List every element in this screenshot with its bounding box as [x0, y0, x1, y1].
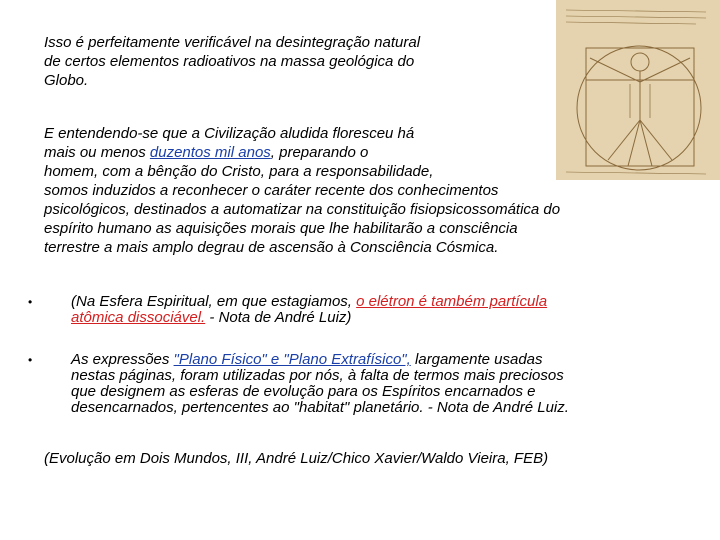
- bullet-icon: •: [28, 353, 33, 367]
- highlight-duzentos-mil-anos: duzentos mil anos: [149, 144, 271, 161]
- bullet-1-text: [71, 294, 547, 326]
- paragraph-1-line: Isso é perfeitamente verificável na desintegração natural: [44, 34, 421, 51]
- highlight-atomica: atômica dissociável.: [71, 309, 206, 326]
- text-segment: mais ou menos: [44, 144, 150, 161]
- text-segment: - Nota de André Luiz): [205, 309, 352, 326]
- bullet-2-line: desencarnados, pertencentes ao "habitat" planetário. - Nota de André Luiz.: [71, 399, 569, 416]
- vitruvian-man-image: [556, 0, 720, 180]
- paragraph-2-line: homem, com a bênção do Cristo, para a responsabilidade,: [44, 163, 434, 180]
- bullet-icon: •: [28, 295, 33, 309]
- bullet-2-line: nestas páginas, foram utilizadas por nós, à falta de termos mais preciosos: [71, 367, 564, 384]
- paragraph-2: [44, 124, 560, 257]
- text-segment: , preparando o: [270, 144, 369, 161]
- bullet-2-text: [71, 352, 569, 416]
- text-segment: As expressões: [71, 351, 174, 368]
- paragraph-1-line: Globo.: [44, 72, 89, 89]
- vitruvian-man-icon: [556, 0, 720, 180]
- paragraph-2-line: E entendendo-se que a Civilização aludida floresceu há: [44, 125, 415, 142]
- citation: (Evolução em Dois Mundos, III, André Luiz/Chico Xavier/Waldo Vieira, FEB): [44, 450, 549, 467]
- bullet-2-line: que designem as esferas de evolução para os Espíritos encarnados e: [71, 383, 536, 400]
- paragraph-2-line: psicológicos, destinados a automatizar na constituição fisiopsicossomática do: [44, 201, 561, 218]
- text-segment: (Na Esfera Espiritual, em que estagiamos,: [71, 293, 357, 310]
- paragraph-2-line: espírito humano as aquisições morais que lhe habilitarão a consciência: [44, 220, 518, 237]
- paragraph-2-line: somos induzidos a reconhecer o caráter recente dos conhecimentos: [44, 182, 499, 199]
- highlight-plano: "Plano Físico" e "Plano Extrafísico",: [173, 351, 411, 368]
- bullet-2-line: [71, 352, 569, 368]
- paragraph-1: [44, 33, 420, 90]
- paragraph-2-line: [44, 143, 560, 162]
- bullet-1-line: [71, 310, 547, 326]
- paragraph-2-line: terrestre a mais amplo degrau de ascensão à Consciência Cósmica.: [44, 239, 499, 256]
- paragraph-1-line: de certos elementos radioativos na massa geológica do: [44, 53, 415, 70]
- text-segment: largamente usadas: [410, 351, 543, 368]
- highlight-eletron: o elétron é também partícula: [356, 293, 548, 310]
- bullet-1-line: [71, 294, 547, 310]
